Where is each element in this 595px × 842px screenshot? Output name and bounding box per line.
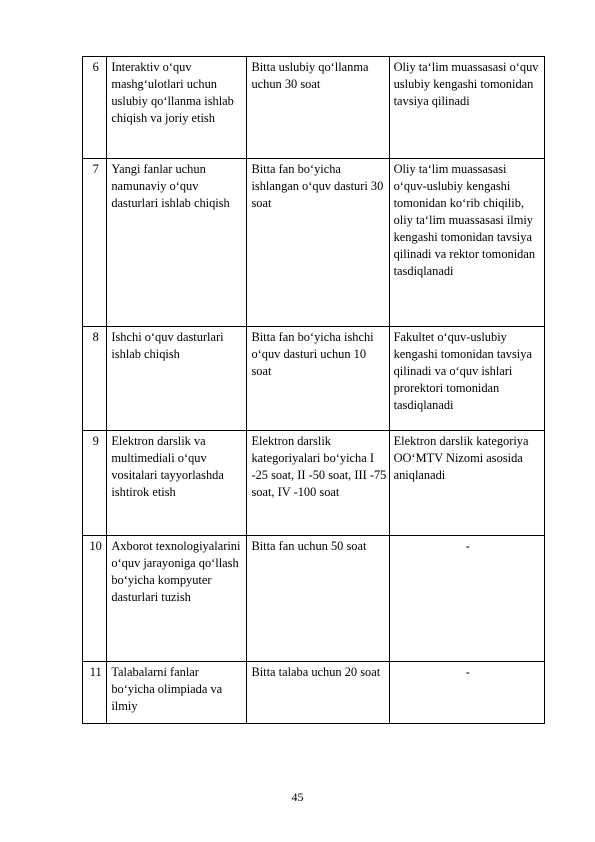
approval-cell: Oliy ta‘lim muassasasi o‘quv uslubiy kengashi tomonidan tavsiya qilinadi — [389, 57, 544, 159]
hours-cell: Elektron darslik kategoriyalari bo‘yicha I -25 soat, II -50 soat, III -75 soat, IV -100 soat — [247, 431, 389, 536]
table-row — [83, 327, 545, 431]
criteria-table — [82, 56, 545, 724]
table-row — [83, 536, 545, 662]
row-number: 10 — [83, 536, 107, 662]
row-number: 9 — [83, 431, 107, 536]
hours-cell: Bitta fan uchun 50 soat — [247, 536, 389, 662]
hours-cell: Bitta uslubiy qo‘llanma uchun 30 soat — [247, 57, 389, 159]
hours-cell: Bitta fan bo‘yicha ishchi o‘quv dasturi uchun 10 soat — [247, 327, 389, 431]
row-number: 8 — [83, 327, 107, 431]
table-row — [83, 431, 545, 536]
activity-cell: Talabalarni fanlar bo‘yicha olimpiada va ilmiy — [107, 662, 247, 724]
hours-cell: Bitta talaba uchun 20 soat — [247, 662, 389, 724]
approval-cell: Fakultet o‘quv-uslubiy kengashi tomonidan tavsiya qilinadi va o‘quv ishlari prorektori tomonidan tasdiqlanadi — [389, 327, 544, 431]
page-number: 45 — [291, 790, 304, 804]
row-number: 6 — [83, 57, 107, 159]
table-row — [83, 57, 545, 159]
activity-cell: Axborot texnologiyalarini o‘quv jarayoniga qo‘llash bo‘yicha kompyuter dasturlari tuzish — [107, 536, 247, 662]
approval-cell: - — [389, 536, 544, 662]
table-row — [83, 159, 545, 327]
approval-cell: Elektron darslik kategoriya OO‘MTV Nizomi asosida aniqlanadi — [389, 431, 544, 536]
hours-cell: Bitta fan bo‘yicha ishlangan o‘quv dasturi 30 soat — [247, 159, 389, 327]
activity-cell: Ishchi o‘quv dasturlari ishlab chiqish — [107, 327, 247, 431]
activity-cell: Elektron darslik va multimediali o‘quv vositalari tayyorlashda ishtirok etish — [107, 431, 247, 536]
row-number: 11 — [83, 662, 107, 724]
row-number: 7 — [83, 159, 107, 327]
activity-cell: Yangi fanlar uchun namunaviy o‘quv dasturlari ishlab chiqish — [107, 159, 247, 327]
activity-cell: Interaktiv o‘quv mashg‘ulotlari uchun uslubiy qo‘llanma ishlab chiqish va joriy etish — [107, 57, 247, 159]
approval-cell: - — [389, 662, 544, 724]
approval-cell: Oliy ta‘lim muassasasi o‘quv-uslubiy kengashi tomonidan ko‘rib chiqilib, oliy ta‘lim muassasasi ilmiy kengashi tomonidan tavsiya qilinadi va rektor tomonidan tasdiqlanadi — [389, 159, 544, 327]
table-row — [83, 662, 545, 724]
